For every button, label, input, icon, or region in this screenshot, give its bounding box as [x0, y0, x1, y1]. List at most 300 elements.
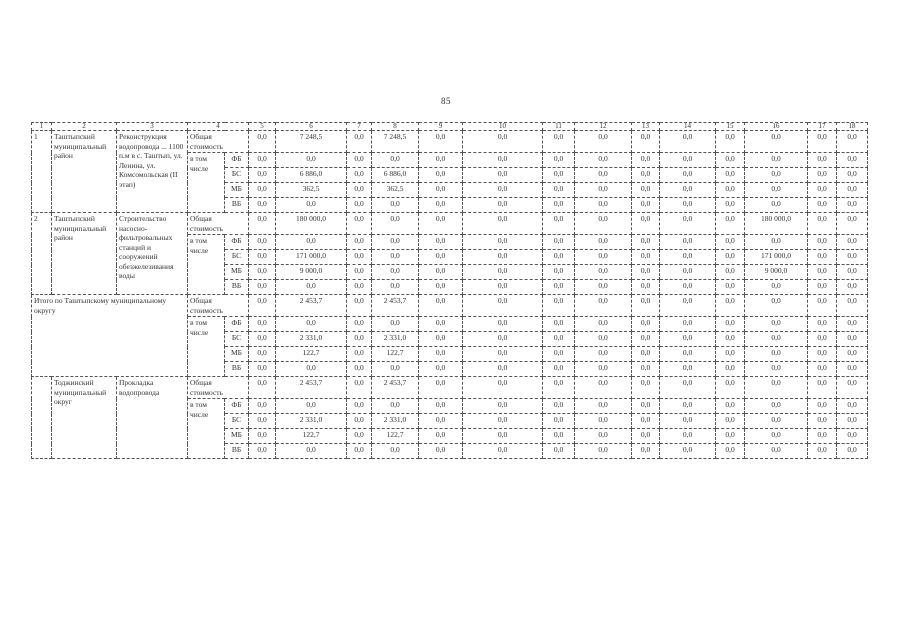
value-cell: 0,0 [575, 213, 632, 235]
value-cell: 0,0 [372, 362, 419, 377]
source-cell: БС [225, 168, 249, 183]
object-cell: Прокладка водопровода [117, 377, 188, 459]
value-cell: 0,0 [837, 444, 868, 459]
value-cell: 0,0 [419, 399, 463, 414]
value-cell: 0,0 [716, 250, 745, 265]
value-cell: 180 000,0 [745, 213, 808, 235]
value-cell: 362,5 [372, 183, 419, 198]
value-cell: 0,0 [716, 265, 745, 280]
value-cell: 0,0 [543, 250, 575, 265]
value-cell: 0,0 [632, 362, 660, 377]
header-row [32, 123, 868, 131]
header-cell: 2 [52, 123, 117, 131]
value-cell: 0,0 [347, 414, 372, 429]
value-cell: 0,0 [808, 295, 837, 317]
value-cell: 0,0 [632, 153, 660, 168]
value-cell: 0,0 [808, 377, 837, 399]
value-cell: 0,0 [543, 168, 575, 183]
value-cell: 0,0 [808, 347, 837, 362]
value-cell: 0,0 [372, 250, 419, 265]
value-cell: 0,0 [463, 265, 543, 280]
value-cell: 0,0 [837, 250, 868, 265]
value-cell: 0,0 [463, 250, 543, 265]
header-cell: 4 [188, 123, 249, 131]
value-cell: 6 886,0 [276, 168, 347, 183]
value-cell: 362,5 [276, 183, 347, 198]
value-cell: 0,0 [543, 131, 575, 153]
value-cell: 0,0 [632, 198, 660, 213]
value-cell: 0,0 [463, 347, 543, 362]
value-cell: 0,0 [276, 317, 347, 332]
value-cell: 0,0 [745, 317, 808, 332]
object-cell: Реконструкция водопровода ... 1100 п.м в с. Таштып, ул. Ленина, ул. Комсомольская (II этап) [117, 131, 188, 213]
value-cell: 0,0 [660, 265, 716, 280]
value-cell: 180 000,0 [276, 213, 347, 235]
value-cell: 0,0 [808, 168, 837, 183]
value-cell: 0,0 [632, 347, 660, 362]
incl-label: в том числе [188, 153, 225, 213]
value-cell: 0,0 [372, 213, 419, 235]
value-cell: 0,0 [632, 250, 660, 265]
value-cell: 0,0 [837, 280, 868, 295]
source-cell: МБ [225, 183, 249, 198]
source-cell: ВБ [225, 362, 249, 377]
value-cell: 0,0 [745, 153, 808, 168]
value-cell: 0,0 [347, 250, 372, 265]
value-cell: 0,0 [249, 295, 276, 317]
value-cell: 0,0 [276, 153, 347, 168]
value-cell: 0,0 [463, 332, 543, 347]
value-cell: 0,0 [347, 444, 372, 459]
value-cell: 0,0 [347, 168, 372, 183]
header-cell: 10 [463, 123, 543, 131]
value-cell: 0,0 [745, 183, 808, 198]
value-cell: 0,0 [660, 153, 716, 168]
row-number-cell [32, 377, 52, 459]
value-cell: 2 453,7 [276, 295, 347, 317]
header-cell: 17 [808, 123, 837, 131]
value-cell: 0,0 [419, 414, 463, 429]
header-cell: 15 [716, 123, 745, 131]
value-cell: 0,0 [347, 429, 372, 444]
source-cell: ФБ [225, 317, 249, 332]
value-cell: 0,0 [837, 295, 868, 317]
value-cell: 0,0 [575, 399, 632, 414]
value-cell: 0,0 [632, 213, 660, 235]
header-cell: 16 [745, 123, 808, 131]
row-number-cell: 1 [32, 131, 52, 213]
value-cell: 0,0 [837, 131, 868, 153]
value-cell: 0,0 [347, 265, 372, 280]
table-row [32, 131, 868, 153]
value-cell: 0,0 [575, 153, 632, 168]
value-cell: 0,0 [745, 377, 808, 399]
value-cell: 0,0 [543, 198, 575, 213]
value-cell: 0,0 [632, 429, 660, 444]
value-cell: 0,0 [249, 444, 276, 459]
value-cell: 0,0 [543, 183, 575, 198]
total-cost-label: Общая стоимость [188, 295, 249, 317]
value-cell: 0,0 [543, 414, 575, 429]
value-cell: 0,0 [249, 153, 276, 168]
value-cell: 2 453,7 [276, 377, 347, 399]
header-cell: 11 [543, 123, 575, 131]
value-cell: 0,0 [745, 235, 808, 250]
value-cell: 0,0 [419, 347, 463, 362]
value-cell: 0,0 [543, 347, 575, 362]
value-cell: 0,0 [808, 198, 837, 213]
value-cell: 0,0 [575, 235, 632, 250]
value-cell: 0,0 [745, 399, 808, 414]
value-cell: 0,0 [347, 280, 372, 295]
source-cell: МБ [225, 265, 249, 280]
value-cell: 0,0 [808, 280, 837, 295]
value-cell: 0,0 [372, 265, 419, 280]
value-cell: 0,0 [632, 414, 660, 429]
value-cell: 0,0 [837, 317, 868, 332]
value-cell: 0,0 [745, 295, 808, 317]
value-cell: 0,0 [347, 399, 372, 414]
value-cell: 0,0 [660, 183, 716, 198]
value-cell: 0,0 [463, 429, 543, 444]
value-cell: 0,0 [837, 235, 868, 250]
value-cell: 0,0 [463, 168, 543, 183]
value-cell: 0,0 [808, 362, 837, 377]
header-cell: 13 [632, 123, 660, 131]
value-cell: 0,0 [716, 168, 745, 183]
value-cell: 0,0 [543, 280, 575, 295]
header-cell: 7 [347, 123, 372, 131]
value-cell: 0,0 [249, 183, 276, 198]
value-cell: 0,0 [347, 347, 372, 362]
value-cell: 0,0 [837, 399, 868, 414]
value-cell: 0,0 [837, 213, 868, 235]
value-cell: 0,0 [808, 317, 837, 332]
value-cell: 0,0 [808, 414, 837, 429]
value-cell: 0,0 [543, 295, 575, 317]
value-cell: 0,0 [419, 265, 463, 280]
value-cell: 0,0 [575, 131, 632, 153]
total-cost-label: Общая стоимость [188, 131, 249, 153]
value-cell: 0,0 [347, 131, 372, 153]
value-cell: 0,0 [372, 198, 419, 213]
value-cell: 0,0 [745, 198, 808, 213]
value-cell: 0,0 [419, 332, 463, 347]
value-cell: 0,0 [276, 280, 347, 295]
value-cell: 0,0 [543, 377, 575, 399]
value-cell: 0,0 [249, 213, 276, 235]
value-cell: 0,0 [249, 280, 276, 295]
value-cell: 0,0 [808, 429, 837, 444]
total-label-cell: Итого по Таштыпскому муниципальному округу [32, 295, 188, 377]
value-cell: 0,0 [372, 317, 419, 332]
value-cell: 0,0 [463, 399, 543, 414]
value-cell: 0,0 [716, 317, 745, 332]
header-cell: 18 [837, 123, 868, 131]
value-cell: 0,0 [808, 183, 837, 198]
value-cell: 0,0 [419, 362, 463, 377]
source-cell: МБ [225, 347, 249, 362]
value-cell: 7 248,5 [372, 131, 419, 153]
value-cell: 2 453,7 [372, 295, 419, 317]
value-cell: 0,0 [716, 377, 745, 399]
value-cell: 6 886,0 [372, 168, 419, 183]
incl-label: в том числе [188, 399, 225, 459]
value-cell: 0,0 [276, 235, 347, 250]
value-cell: 0,0 [463, 414, 543, 429]
value-cell: 0,0 [808, 131, 837, 153]
header-cell: 1 [32, 123, 52, 131]
value-cell: 0,0 [808, 332, 837, 347]
value-cell: 0,0 [745, 131, 808, 153]
value-cell: 0,0 [249, 198, 276, 213]
value-cell: 0,0 [347, 235, 372, 250]
value-cell: 0,0 [660, 198, 716, 213]
value-cell: 0,0 [575, 332, 632, 347]
value-cell: 0,0 [249, 332, 276, 347]
value-cell: 0,0 [660, 213, 716, 235]
value-cell: 0,0 [808, 153, 837, 168]
value-cell: 0,0 [276, 399, 347, 414]
value-cell: 0,0 [419, 280, 463, 295]
value-cell: 0,0 [660, 377, 716, 399]
value-cell: 0,0 [276, 362, 347, 377]
value-cell: 0,0 [347, 198, 372, 213]
source-cell: ФБ [225, 153, 249, 168]
value-cell: 0,0 [808, 235, 837, 250]
value-cell: 0,0 [347, 213, 372, 235]
value-cell: 0,0 [419, 429, 463, 444]
value-cell: 2 331,0 [276, 332, 347, 347]
value-cell: 0,0 [745, 444, 808, 459]
value-cell: 0,0 [543, 444, 575, 459]
value-cell: 0,0 [249, 347, 276, 362]
value-cell: 0,0 [837, 198, 868, 213]
value-cell: 0,0 [660, 168, 716, 183]
value-cell: 0,0 [745, 362, 808, 377]
header-cell: 6 [276, 123, 347, 131]
value-cell: 2 331,0 [372, 414, 419, 429]
value-cell: 0,0 [808, 250, 837, 265]
value-cell: 0,0 [419, 131, 463, 153]
value-cell: 0,0 [632, 332, 660, 347]
value-cell: 0,0 [463, 235, 543, 250]
value-cell: 0,0 [716, 235, 745, 250]
value-cell: 0,0 [660, 235, 716, 250]
value-cell: 0,0 [543, 332, 575, 347]
district-cell: Тоджинский муниципальный округ [52, 377, 117, 459]
value-cell: 0,0 [660, 444, 716, 459]
value-cell: 0,0 [837, 332, 868, 347]
value-cell: 0,0 [419, 153, 463, 168]
value-cell: 0,0 [419, 213, 463, 235]
value-cell: 0,0 [463, 153, 543, 168]
header-cell: 12 [575, 123, 632, 131]
value-cell: 0,0 [249, 317, 276, 332]
value-cell: 7 248,5 [276, 131, 347, 153]
value-cell: 0,0 [575, 444, 632, 459]
value-cell: 0,0 [837, 347, 868, 362]
value-cell: 0,0 [745, 347, 808, 362]
value-cell: 0,0 [716, 213, 745, 235]
value-cell: 0,0 [575, 377, 632, 399]
value-cell: 0,0 [419, 317, 463, 332]
source-cell: БС [225, 332, 249, 347]
source-cell: ФБ [225, 235, 249, 250]
total-cost-label: Общая стоимость [188, 213, 249, 235]
header-cell: 8 [372, 123, 419, 131]
value-cell: 0,0 [419, 444, 463, 459]
value-cell: 0,0 [716, 399, 745, 414]
value-cell: 0,0 [276, 198, 347, 213]
district-cell: Таштыпский муниципальный район [52, 131, 117, 213]
program-table [31, 122, 868, 459]
header-cell: 9 [419, 123, 463, 131]
source-cell: ФБ [225, 399, 249, 414]
value-cell: 0,0 [543, 362, 575, 377]
value-cell: 0,0 [716, 183, 745, 198]
value-cell: 0,0 [347, 362, 372, 377]
value-cell: 2 331,0 [276, 414, 347, 429]
total-cost-label: Общая стоимость [188, 377, 249, 399]
value-cell: 0,0 [419, 235, 463, 250]
value-cell: 0,0 [249, 265, 276, 280]
value-cell: 0,0 [660, 250, 716, 265]
incl-label: в том числе [188, 235, 225, 295]
page-number: 85 [441, 96, 451, 106]
value-cell: 0,0 [347, 153, 372, 168]
row-number-cell: 2 [32, 213, 52, 295]
value-cell: 0,0 [419, 250, 463, 265]
value-cell: 0,0 [575, 347, 632, 362]
value-cell: 0,0 [575, 168, 632, 183]
value-cell: 0,0 [575, 295, 632, 317]
value-cell: 0,0 [716, 131, 745, 153]
value-cell: 0,0 [716, 332, 745, 347]
value-cell: 0,0 [808, 399, 837, 414]
value-cell: 0,0 [372, 280, 419, 295]
value-cell: 0,0 [575, 362, 632, 377]
value-cell: 0,0 [837, 362, 868, 377]
value-cell: 0,0 [660, 131, 716, 153]
value-cell: 9 000,0 [745, 265, 808, 280]
table-row [32, 377, 868, 399]
value-cell: 0,0 [837, 153, 868, 168]
source-cell: БС [225, 250, 249, 265]
source-cell: МБ [225, 429, 249, 444]
value-cell: 0,0 [575, 317, 632, 332]
value-cell: 0,0 [660, 295, 716, 317]
value-cell: 0,0 [419, 377, 463, 399]
value-cell: 0,0 [575, 414, 632, 429]
value-cell: 0,0 [463, 362, 543, 377]
table-row [32, 295, 868, 317]
value-cell: 0,0 [463, 377, 543, 399]
value-cell: 2 453,7 [372, 377, 419, 399]
value-cell: 0,0 [419, 183, 463, 198]
value-cell: 0,0 [632, 235, 660, 250]
value-cell: 0,0 [543, 235, 575, 250]
value-cell: 0,0 [716, 444, 745, 459]
value-cell: 0,0 [716, 295, 745, 317]
value-cell: 0,0 [463, 280, 543, 295]
value-cell: 0,0 [419, 295, 463, 317]
value-cell: 0,0 [372, 444, 419, 459]
value-cell: 0,0 [463, 213, 543, 235]
value-cell: 0,0 [575, 198, 632, 213]
value-cell: 0,0 [632, 444, 660, 459]
source-cell: ВБ [225, 280, 249, 295]
value-cell: 0,0 [745, 332, 808, 347]
value-cell: 0,0 [632, 377, 660, 399]
value-cell: 0,0 [249, 250, 276, 265]
value-cell: 0,0 [463, 131, 543, 153]
value-cell: 0,0 [543, 399, 575, 414]
value-cell: 0,0 [249, 168, 276, 183]
value-cell: 2 331,0 [372, 332, 419, 347]
value-cell: 0,0 [463, 317, 543, 332]
value-cell: 0,0 [249, 131, 276, 153]
value-cell: 0,0 [837, 414, 868, 429]
value-cell: 0,0 [632, 265, 660, 280]
value-cell: 0,0 [660, 347, 716, 362]
table-row [32, 213, 868, 235]
value-cell: 122,7 [372, 429, 419, 444]
value-cell: 122,7 [276, 347, 347, 362]
value-cell: 0,0 [632, 399, 660, 414]
value-cell: 0,0 [632, 295, 660, 317]
value-cell: 0,0 [632, 168, 660, 183]
value-cell: 0,0 [276, 444, 347, 459]
value-cell: 0,0 [249, 377, 276, 399]
source-cell: ВБ [225, 198, 249, 213]
value-cell: 0,0 [660, 362, 716, 377]
value-cell: 0,0 [632, 317, 660, 332]
incl-label: в том числе [188, 317, 225, 377]
value-cell: 0,0 [632, 131, 660, 153]
value-cell: 171 000,0 [276, 250, 347, 265]
value-cell: 0,0 [575, 265, 632, 280]
value-cell: 0,0 [837, 265, 868, 280]
value-cell: 9 000,0 [276, 265, 347, 280]
value-cell: 0,0 [347, 295, 372, 317]
value-cell: 0,0 [347, 332, 372, 347]
value-cell: 0,0 [660, 399, 716, 414]
value-cell: 0,0 [716, 347, 745, 362]
value-cell: 0,0 [463, 295, 543, 317]
value-cell: 171 000,0 [745, 250, 808, 265]
value-cell: 0,0 [837, 183, 868, 198]
value-cell: 0,0 [632, 280, 660, 295]
value-cell: 122,7 [372, 347, 419, 362]
district-cell: Таштыпский муниципальный район [52, 213, 117, 295]
value-cell: 0,0 [543, 153, 575, 168]
value-cell: 0,0 [745, 168, 808, 183]
value-cell: 0,0 [660, 332, 716, 347]
value-cell: 0,0 [249, 362, 276, 377]
value-cell: 0,0 [575, 183, 632, 198]
value-cell: 0,0 [660, 317, 716, 332]
value-cell: 0,0 [745, 414, 808, 429]
value-cell: 0,0 [249, 235, 276, 250]
value-cell: 0,0 [745, 280, 808, 295]
value-cell: 0,0 [372, 399, 419, 414]
value-cell: 0,0 [575, 250, 632, 265]
value-cell: 0,0 [716, 280, 745, 295]
header-cell: 5 [249, 123, 276, 131]
value-cell: 122,7 [276, 429, 347, 444]
value-cell: 0,0 [716, 362, 745, 377]
